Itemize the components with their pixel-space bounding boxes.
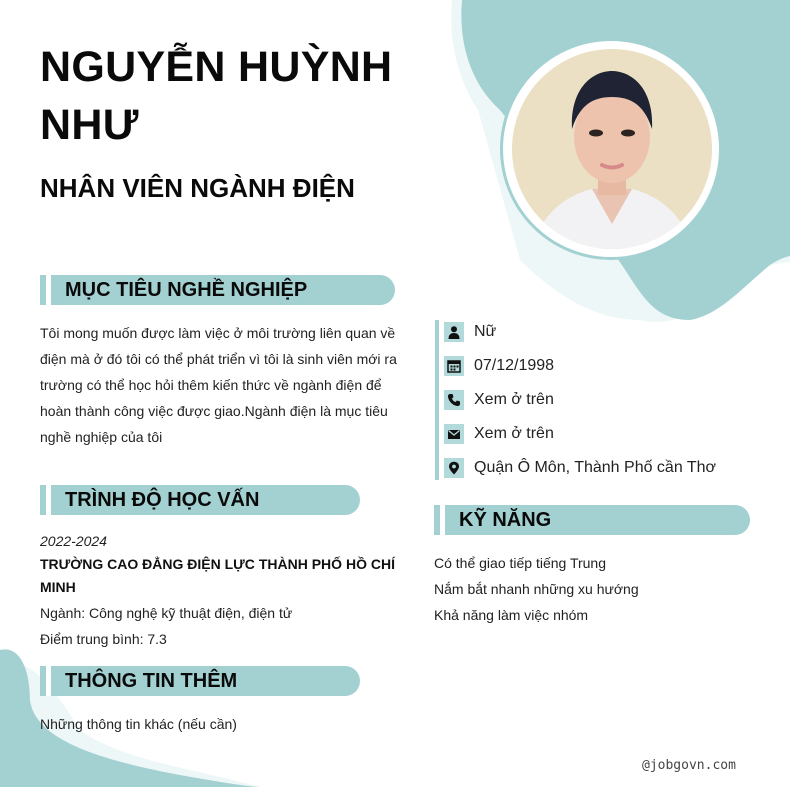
profile-photo	[512, 49, 712, 249]
skill-item: Nắm bắt nhanh những xu hướng	[434, 581, 639, 597]
contact-email	[444, 422, 554, 446]
education-heading-label: TRÌNH ĐỘ HỌC VẤN	[65, 489, 260, 511]
skills-heading-label: KỸ NĂNG	[459, 509, 552, 531]
person-icon	[444, 322, 464, 342]
email-icon	[444, 424, 464, 444]
skill-item: Có thể giao tiếp tiếng Trung	[434, 555, 607, 571]
contact-phone	[444, 388, 554, 412]
contact-gender	[444, 320, 496, 344]
education-school: TRƯỜNG CAO ĐẲNG ĐIỆN LỰC THÀNH PHỐ HỒ CHÍ MINH	[40, 556, 395, 595]
extra-info-text: Những thông tin khác (nếu cần)	[40, 716, 237, 732]
skills-heading	[434, 505, 750, 535]
job-title: NHÂN VIÊN NGÀNH ĐIỆN	[40, 173, 355, 203]
contact-email-value: Xem ở trên	[474, 425, 554, 442]
contact-address	[444, 456, 716, 480]
objective-heading	[40, 275, 395, 305]
education-gpa: Điểm trung bình: 7.3	[40, 631, 167, 647]
profile-photo-illustration	[512, 49, 712, 249]
education-heading	[40, 485, 360, 515]
objective-heading-label: MỤC TIÊU NGHỀ NGHIỆP	[65, 279, 308, 301]
contact-gender-value: Nữ	[474, 323, 497, 340]
objective-text: Tôi mong muốn được làm việc ở môi trường liên quan về điện mà ở đó tôi có thể phát triển vì tôi là sinh viên mới ra trường có thể học hỏi thêm kiến thức về ngành điện để hoàn thành công việc được giao.Ngành điện là mục tiêu nghề nghiệp của tôi	[40, 325, 397, 445]
phone-icon	[444, 390, 464, 410]
contact-birthdate	[444, 354, 554, 378]
contact-accent-line	[435, 320, 439, 480]
contact-birthdate-value: 07/12/1998	[474, 357, 555, 374]
contact-address-value: Quận Ô Môn, Thành Phố cần Thơ	[474, 459, 717, 476]
location-icon	[444, 458, 464, 478]
education-major: Ngành: Công nghệ kỹ thuật điện, điện tử	[40, 605, 293, 621]
extra-info-heading-label: THÔNG TIN THÊM	[65, 670, 238, 692]
skill-item: Khả năng làm việc nhóm	[434, 607, 589, 623]
candidate-name: NGUYỄN HUỲNH NHƯ	[40, 43, 393, 149]
extra-info-heading	[40, 666, 360, 696]
calendar-icon	[444, 356, 464, 376]
education-years: 2022-2024	[40, 533, 107, 549]
watermark: @jobgovn.com	[642, 758, 736, 773]
contact-phone-value: Xem ở trên	[474, 391, 554, 408]
